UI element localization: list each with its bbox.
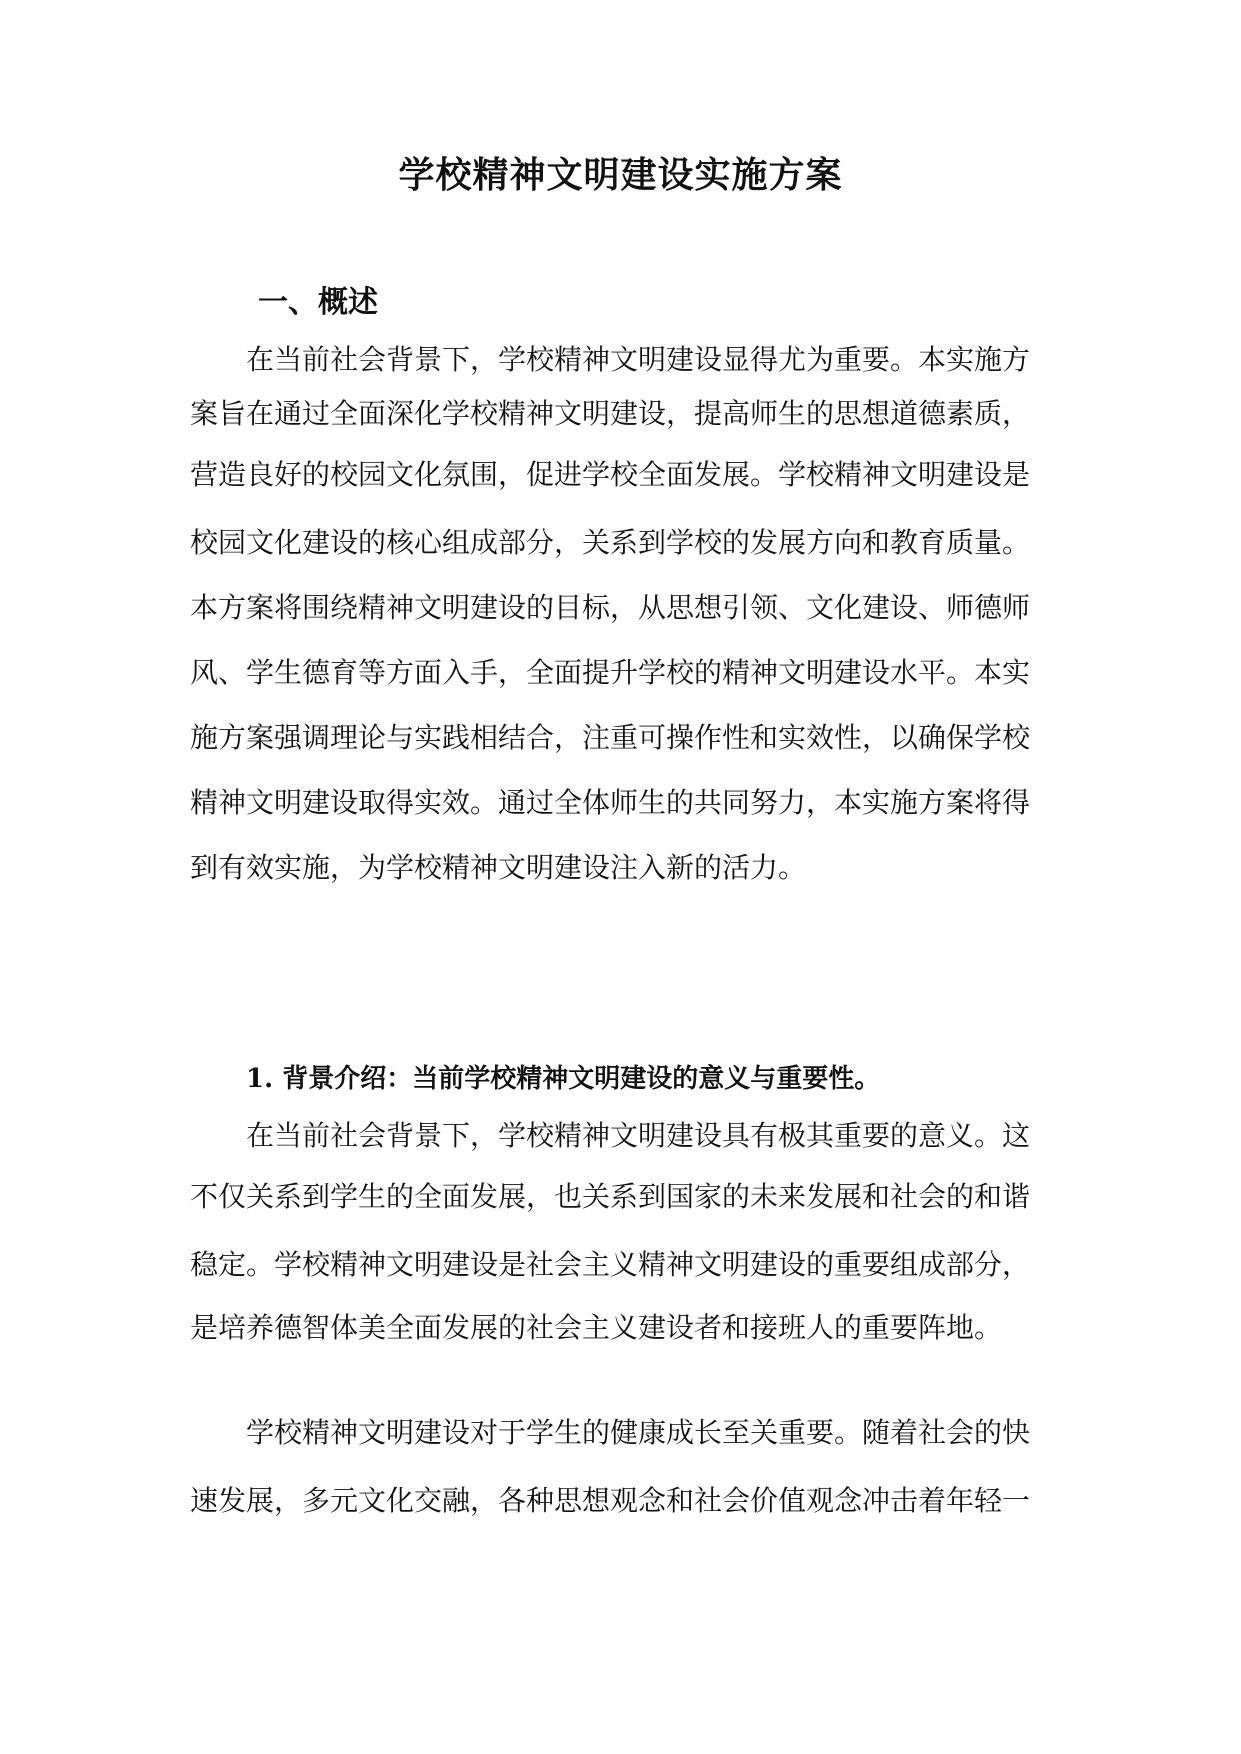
paragraph-line: 营造良好的校园文化氛围，促进学校全面发展。学校精神文明建设是 — [190, 458, 1031, 491]
paragraph-line: 施方案强调理论与实践相结合，注重可操作性和实效性，以确保学校 — [190, 721, 1031, 754]
document-title: 学校精神文明建设实施方案 — [398, 154, 843, 196]
paragraph-line: 不仅关系到学生的全面发展，也关系到国家的未来发展和社会的和谐 — [190, 1180, 1031, 1213]
paragraph-line: 到有效实施，为学校精神文明建设注入新的活力。 — [190, 851, 807, 884]
paragraph-line: 在当前社会背景下，学校精神文明建设具有极其重要的意义。这 — [246, 1119, 1031, 1152]
paragraph-line: 在当前社会背景下，学校精神文明建设显得尤为重要。本实施方 — [246, 343, 1031, 376]
paragraph-line: 是培养德智体美全面发展的社会主义建设者和接班人的重要阵地。 — [190, 1311, 1003, 1344]
paragraph-line: 校园文化建设的核心组成部分，关系到学校的发展方向和教育质量。 — [190, 526, 1031, 559]
paragraph-line: 速发展，多元文化交融，各种思想观念和社会价值观念冲击着年轻一 — [190, 1484, 1031, 1517]
paragraph-line: 稳定。学校精神文明建设是社会主义精神文明建设的重要组成部分， — [190, 1248, 1031, 1281]
paragraph-line: 本方案将围绕精神文明建设的目标，从思想引领、文化建设、师德师 — [190, 591, 1031, 624]
paragraph-line: 案旨在通过全面深化学校精神文明建设，提高师生的思想道德素质， — [190, 397, 1031, 430]
paragraph-line: 精神文明建设取得实效。通过全体师生的共同努力，本实施方案将得 — [190, 786, 1031, 819]
section-heading-overview: 一、概述 — [258, 285, 378, 320]
paragraph-line: 学校精神文明建设对于学生的健康成长至关重要。随着社会的快 — [246, 1416, 1031, 1449]
subsection-heading-background: 1. 背景介绍：当前学校精神文明建设的意义与重要性。 — [246, 1064, 881, 1094]
paragraph-line: 风、学生德育等方面入手，全面提升学校的精神文明建设水平。本实 — [190, 656, 1031, 689]
